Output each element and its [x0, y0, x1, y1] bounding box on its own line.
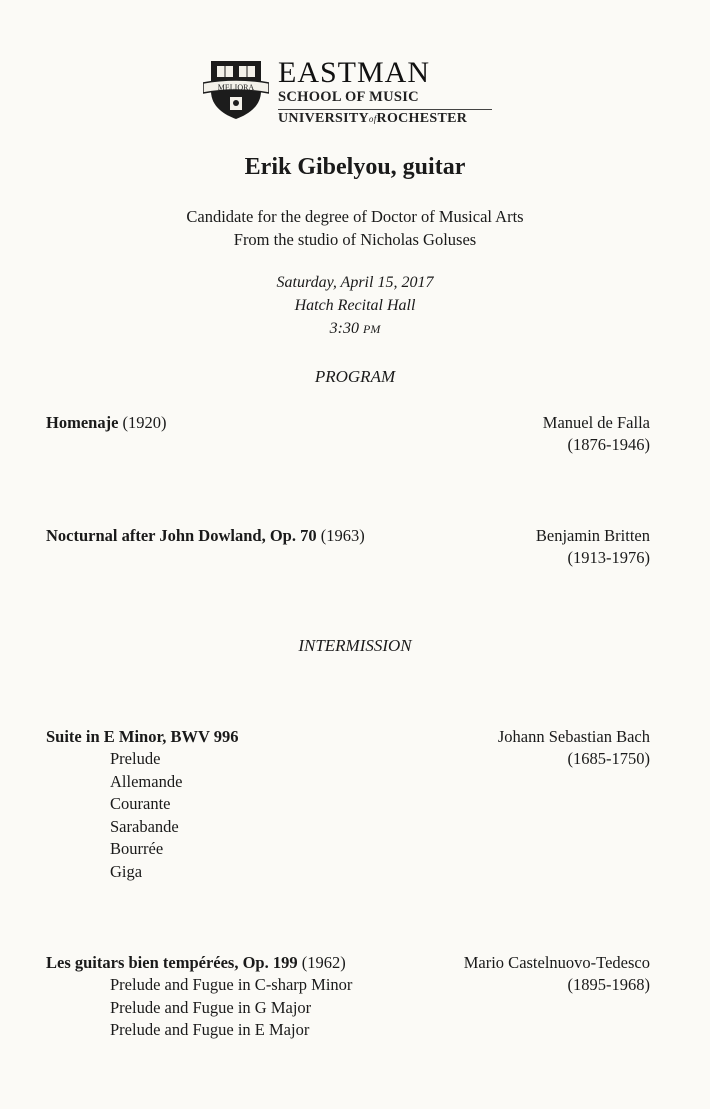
movement: Bourrée [110, 839, 164, 858]
movement: Sarabande [110, 816, 179, 836]
degree-line: Candidate for the degree of Doctor of Musical Arts [186, 207, 524, 226]
recital-title: Erik Gibelyou, guitar [244, 154, 466, 180]
movement: Prelude and Fugue in G Major [110, 997, 312, 1017]
recital-date: Saturday, April 15, 2017 [276, 274, 434, 291]
movement: Prelude [110, 749, 161, 768]
shield-motto: MELIORA [217, 83, 255, 92]
composer-dates: (1685-1750) [567, 749, 650, 768]
movement: Courante [110, 794, 171, 813]
composer-dates: (1876-1946) [567, 435, 650, 454]
movement-list [110, 748, 182, 883]
studio-line: From the studio of Nicholas Goluses [233, 230, 477, 249]
program-heading: PROGRAM [314, 367, 396, 386]
composer-block [464, 952, 650, 996]
movement-list [110, 974, 352, 1042]
eastman-logo [203, 57, 503, 127]
composer-dates: (1895-1968) [567, 975, 650, 994]
piece-title: Les guitars bien tempérées, Op. 199 (1962) [46, 953, 346, 972]
composer-name: Mario Castelnuovo-Tedesco [463, 953, 650, 972]
recital-venue: Hatch Recital Hall [294, 297, 416, 314]
piece-title: Nocturnal after John Dowland, Op. 70 (1963) [46, 526, 365, 545]
movement: Giga [110, 861, 143, 881]
logo-school: SCHOOL OF MUSIC [278, 89, 419, 105]
movement: Prelude and Fugue in C-sharp Minor [110, 975, 353, 994]
composer-name: Manuel de Falla [542, 413, 650, 432]
logo-eastman: EASTMAN [278, 56, 431, 89]
composer-name: Johann Sebastian Bach [497, 727, 650, 746]
composer-block [498, 726, 650, 770]
composer-block [543, 412, 650, 456]
logo-university: UNIVERSITYofROCHESTER [278, 111, 468, 126]
movement: Allemande [110, 771, 183, 791]
composer-block [536, 525, 650, 569]
composer-dates: (1913-1976) [567, 548, 650, 567]
recital-time: 3:30 PM [329, 320, 381, 337]
composer-name: Benjamin Britten [535, 526, 650, 545]
piece-title: Suite in E Minor, BWV 996 [46, 727, 239, 746]
piece-title: Homenaje (1920) [46, 413, 167, 432]
movement: Prelude and Fugue in E Major [110, 1020, 310, 1039]
university-shield-icon [203, 57, 269, 121]
intermission-label: INTERMISSION [298, 636, 412, 655]
